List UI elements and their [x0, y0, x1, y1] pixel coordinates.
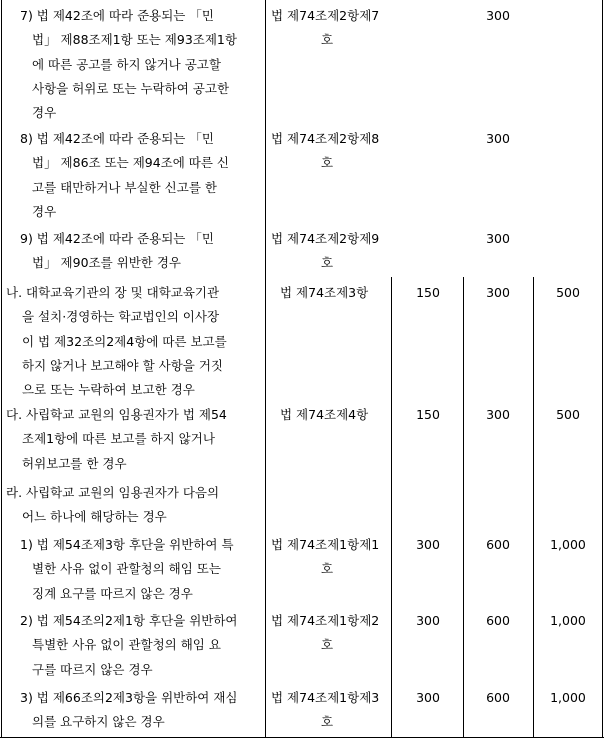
second-violation-amount: 300	[486, 8, 510, 23]
second-violation-amount: 600	[486, 613, 510, 628]
column-divider-second	[533, 277, 534, 738]
description-line: 1) 법 제54조제3항 후단을 위반하여 특	[20, 537, 234, 552]
law-reference	[280, 281, 398, 305]
description-line: 법」 제86조 또는 제94조에 따른 신	[32, 155, 230, 171]
law-reference	[271, 533, 389, 582]
first-violation-amount: 150	[416, 285, 440, 300]
third-violation-amount: 1,000	[550, 690, 586, 705]
law-line: 호	[321, 714, 334, 730]
table-row	[20, 686, 238, 735]
description-line: 허위보고를 한 경우	[22, 455, 127, 471]
law-reference	[271, 609, 389, 658]
description-line: 의를 요구하지 않은 경우	[32, 714, 165, 730]
description-line: 에 따른 공고를 하지 않거나 공고할	[32, 56, 221, 72]
description-line: 경우	[32, 105, 57, 121]
law-reference	[271, 127, 389, 176]
description-line: 8) 법 제42조에 따라 준용되는 「민	[20, 131, 214, 146]
law-line: 법 제74조제2항제8	[271, 131, 380, 146]
description-line: 특별한 사유 없이 관할청의 해임 요	[32, 637, 221, 653]
law-line: 호	[321, 155, 334, 171]
description-line: 을 설치·경영하는 학교법인의 이사장	[22, 309, 220, 325]
third-violation-amount: 1,000	[550, 537, 586, 552]
description-line: 별한 사유 없이 관할청의 해임 또는	[32, 561, 221, 577]
second-violation-amount: 300	[486, 231, 510, 246]
description-line: 경우	[32, 203, 57, 219]
third-violation-amount: 1,000	[550, 613, 586, 628]
law-reference	[271, 227, 389, 276]
law-line: 법 제74조제4항	[280, 407, 369, 422]
description-line: 7) 법 제42조에 따라 준용되는 「민	[20, 8, 214, 23]
law-line: 호	[321, 561, 334, 577]
law-line: 법 제74조제1항제3	[271, 690, 380, 705]
table-row	[20, 227, 214, 276]
description-line: 고를 태만하거나 부실한 신고를 한	[32, 179, 217, 195]
third-violation-amount: 500	[556, 407, 580, 422]
third-violation-amount: 500	[556, 285, 580, 300]
description-line: 다. 사립학교 교원의 임용권자가 법 제54	[6, 407, 227, 422]
second-violation-amount: 600	[486, 690, 510, 705]
law-line: 법 제74조제3항	[280, 285, 369, 300]
second-violation-amount: 600	[486, 537, 510, 552]
description-line: 2) 법 제54조의2제1항 후단을 위반하여	[20, 613, 238, 628]
description-line: 어느 하나에 해당하는 경우	[22, 509, 167, 525]
law-line: 법 제74조제1항제1	[271, 537, 380, 552]
description-line: 구를 따르지 않은 경우	[32, 661, 153, 677]
law-reference	[280, 403, 398, 427]
description-line: 이 법 제32조의2제4항에 따른 보고를	[22, 333, 227, 349]
column-divider-description	[265, 0, 266, 738]
table-row	[20, 4, 237, 125]
description-line: 법」 제90조를 위반한 경우	[32, 255, 182, 271]
law-reference	[271, 686, 389, 735]
law-line: 호	[321, 637, 334, 653]
law-line: 호	[321, 255, 334, 271]
law-reference	[271, 4, 389, 53]
description-line: 징계 요구를 따르지 않은 경우	[32, 585, 193, 601]
table-row	[20, 609, 238, 682]
first-violation-amount: 300	[416, 690, 440, 705]
column-divider-first	[463, 277, 464, 738]
description-line: 조제1항에 따른 보고를 하지 않거나	[22, 431, 215, 447]
description-line: 라. 사립학교 교원의 임용권자가 다음의	[6, 485, 220, 500]
description-line: 으로 또는 누락하여 보고한 경우	[22, 382, 195, 398]
table-row	[6, 481, 219, 530]
table-row	[20, 533, 234, 606]
description-line: 3) 법 제66조의2제3항을 위반하여 재심	[20, 690, 238, 705]
law-line: 법 제74조제2항제9	[271, 231, 380, 246]
law-line: 법 제74조제2항제7	[271, 8, 380, 23]
table-row	[6, 403, 227, 476]
description-line: 나. 대학교육기관의 장 및 대학교육기관	[6, 285, 220, 300]
description-line: 법」 제88조제1항 또는 제93조제1항	[32, 32, 237, 48]
description-line: 하지 않거나 보고해야 할 사항을 거짓	[22, 357, 223, 373]
table-row	[20, 127, 229, 224]
first-violation-amount: 300	[416, 537, 440, 552]
second-violation-amount: 300	[486, 131, 510, 146]
second-violation-amount: 300	[486, 285, 510, 300]
law-line: 호	[321, 32, 334, 48]
second-violation-amount: 300	[486, 407, 510, 422]
column-divider-law	[391, 277, 392, 738]
first-violation-amount: 300	[416, 613, 440, 628]
law-line: 법 제74조제1항제2	[271, 613, 380, 628]
description-line: 9) 법 제42조에 따라 준용되는 「민	[20, 231, 214, 246]
description-line: 사항을 허위로 또는 누락하여 공고한	[32, 80, 230, 96]
first-violation-amount: 150	[416, 407, 440, 422]
table-row	[6, 281, 227, 402]
table-border-left	[1, 0, 2, 738]
